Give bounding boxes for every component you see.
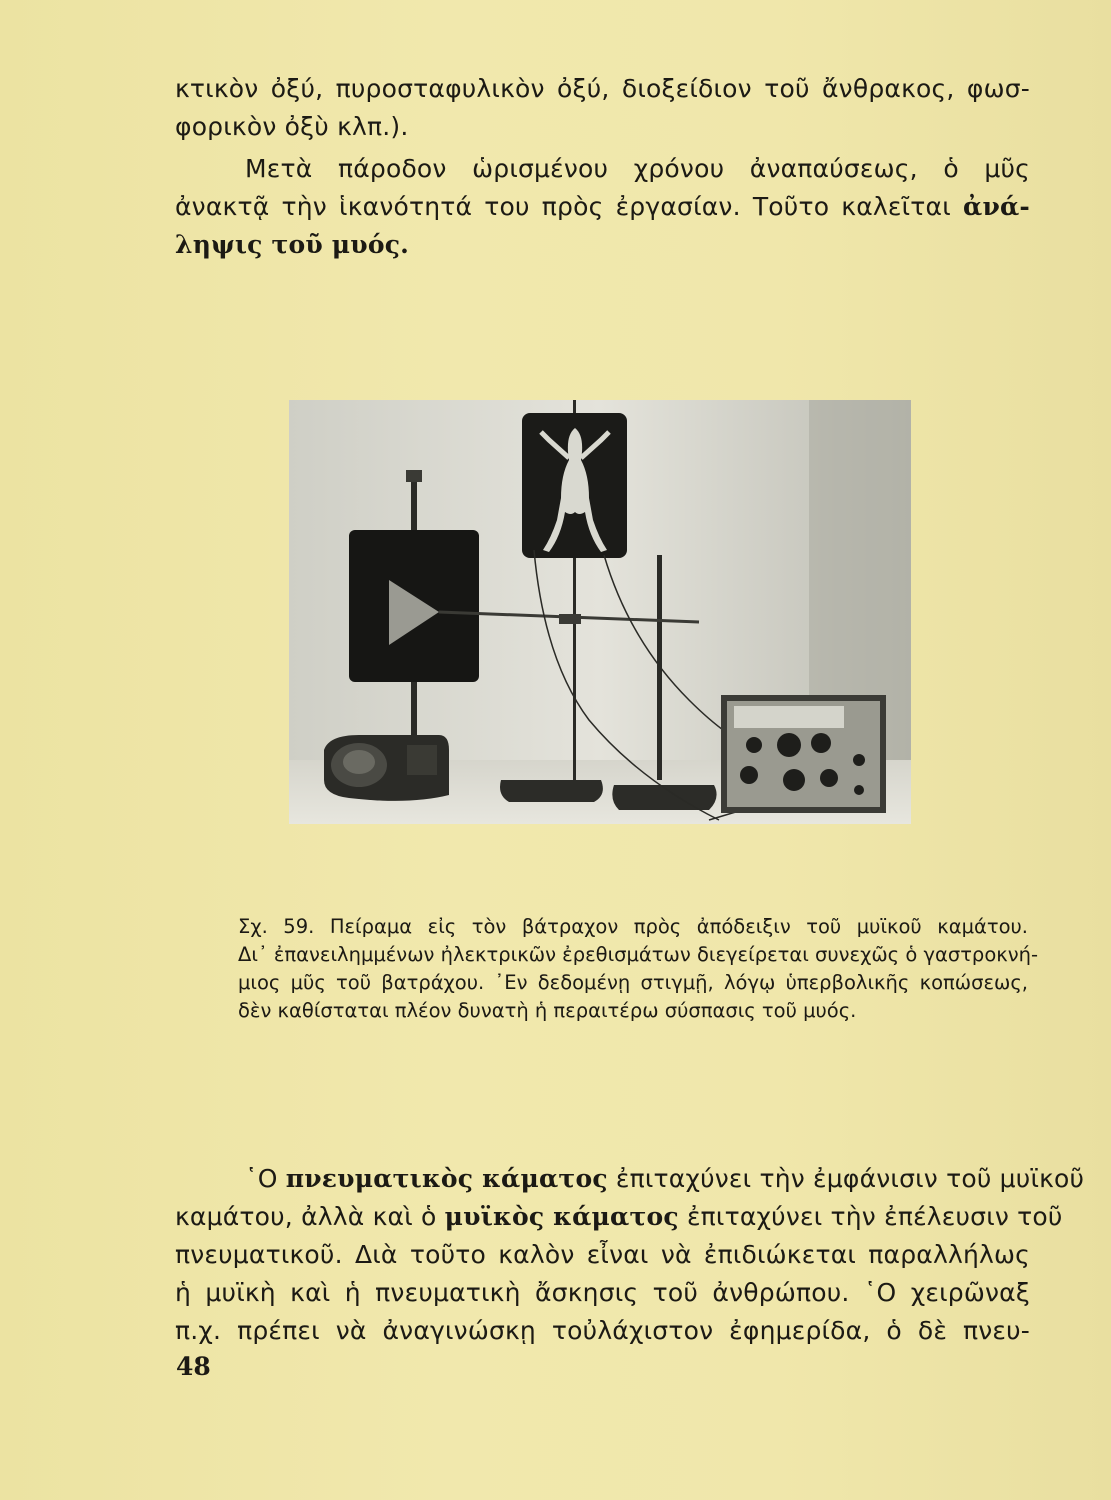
paragraph-3-line-3: πνευματικοῦ. Διὰ τοῦτο καλὸν εἶναι νὰ ἐπιδιώκεται παραλλήλως: [175, 1240, 1030, 1269]
paragraph-3-line-1-end: ἐπιταχύνει τὴν ἐμφάνισιν τοῦ μυϊκοῦ: [615, 1164, 1085, 1193]
paragraph-2-line-1: Μετὰ πάροδον ὡρισμένου χρόνου ἀναπαύσεως, ὁ μῦς: [245, 154, 1030, 183]
paragraph-3-line-1: [175, 1160, 1085, 1198]
paragraph-3-line-2: [175, 1198, 1063, 1236]
term-recovery-part-1: ἀνά-: [963, 192, 1030, 221]
paragraph-2-line-2-text: ἀνακτᾷ τὴν ἱκανότητά του πρὸς ἐργασίαν. Τοῦτο καλεῖται: [175, 192, 951, 221]
paragraph-3-line-2-start: καμάτου, ἀλλὰ καὶ ὁ: [175, 1202, 437, 1231]
figure-caption-line-3: μιος μῦς τοῦ βατράχου. ᾿Εν δεδομένῃ στιγμῇ, λόγῳ ὑπερβολικῆς κοπώσεως,: [238, 971, 1028, 994]
figure-caption-line-2: Δι᾿ ἐπανειλημμένων ἠλεκτρικῶν ἐρεθισμάτων διεγείρεται συνεχῶς ὁ γαστροκνή-: [238, 943, 1039, 966]
figure-caption-line-4: δὲν καθίσταται πλέον δυνατὴ ἡ περαιτέρω σύσπασις τοῦ μυός.: [238, 999, 857, 1022]
paragraph-3-line-1-start: ῾Ο: [245, 1164, 278, 1193]
paragraph-3-line-2-end: ἐπιταχύνει τὴν ἐπέλευσιν τοῦ: [686, 1202, 1063, 1231]
page-number: 48: [176, 1352, 211, 1381]
figure-caption-line-1: Σχ. 59. Πείραμα εἰς τὸν βάτραχον πρὸς ἀπόδειξιν τοῦ μυϊκοῦ καμάτου.: [238, 915, 1028, 938]
paragraph-2: [175, 150, 1030, 264]
paragraph-1-line-1: κτικὸν ὀξύ, πυροσταφυλικὸν ὀξύ, διοξείδιον τοῦ ἄνθρακος, φωσ-: [175, 74, 1030, 103]
experiment-photo: [289, 400, 911, 824]
figure-caption: [238, 913, 1039, 1025]
paragraph-3: [175, 1160, 1085, 1350]
paragraph-3-line-4: ἡ μυϊκὴ καὶ ἡ πνευματικὴ ἄσκησις τοῦ ἀνθρώπου. ῾Ο χειρῶναξ: [175, 1278, 1030, 1307]
term-muscular-fatigue: μυϊκὸς κάματος: [444, 1202, 679, 1231]
paragraph-1: [175, 70, 1030, 146]
paragraph-3-line-5: π.χ. πρέπει νὰ ἀναγινώσκῃ τοὐλάχιστον ἐφημερίδα, ὁ δὲ πνευ-: [175, 1316, 1030, 1345]
paragraph-2-line-2: [175, 188, 1030, 226]
paragraph-1-line-2: φορικὸν ὀξὺ κλπ.).: [175, 112, 409, 141]
frog-experiment-illustration: [289, 400, 911, 824]
term-recovery-part-2: ληψις τοῦ μυός.: [175, 230, 410, 259]
term-mental-fatigue: πνευματικὸς κάματος: [285, 1164, 608, 1193]
